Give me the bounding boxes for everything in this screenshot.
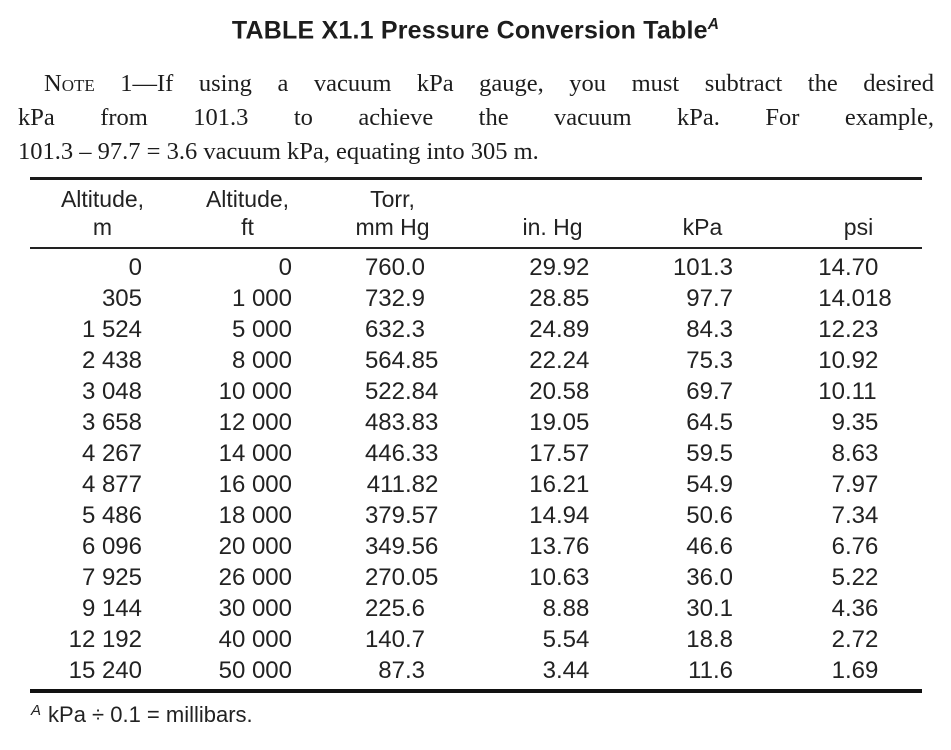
table-row (30, 314, 922, 345)
note-line-3: 101.3 – 97.7 = 3.6 vacuum kPa, equating into 305 m. (18, 138, 539, 166)
col-header-kpa: kPa (590, 179, 735, 249)
table-row (30, 248, 922, 283)
table-cell: 1.69 (831, 657, 879, 685)
table-cell: 97.7 (686, 285, 734, 313)
table-cell: 8 000 (231, 347, 292, 375)
table-cell: 3 048 (81, 378, 142, 406)
note-line-2: kPa from 101.3 to achieve the vacuum kPa. For example, (18, 104, 934, 132)
table-cell: 50 000 (218, 657, 292, 685)
table-cell: 225.6 (364, 595, 426, 623)
table-row (30, 593, 922, 624)
table-title (0, 16, 951, 45)
table-cell: 30 000 (218, 595, 292, 623)
table-row (30, 655, 922, 691)
table-cell: 12 192 (68, 626, 142, 654)
table-row (30, 624, 922, 655)
table-cell: 7.34 (831, 502, 879, 530)
table-cell: 16.21 (529, 471, 590, 499)
note-label: Note 1 (44, 70, 133, 98)
table-cell: 5 486 (81, 502, 142, 530)
table-cell: 5 000 (231, 316, 292, 344)
pressure-conversion-table (30, 177, 922, 693)
table-cell: 5.54 (542, 626, 590, 654)
table-cell: 18 000 (218, 502, 292, 530)
note-paragraph (18, 67, 934, 169)
table-cell: 446.33 (364, 440, 439, 468)
table-cell: 14.018 (818, 285, 892, 313)
table-cell: 6 096 (81, 533, 142, 561)
table-cell: 411.82 (366, 471, 439, 499)
table-cell: 46.6 (686, 533, 734, 561)
table-cell: 13.76 (529, 533, 590, 561)
table-cell: 732.9 (364, 285, 426, 313)
table-row (30, 469, 922, 500)
table-cell: 16 000 (218, 471, 292, 499)
table-row (30, 562, 922, 593)
table-cell: 26 000 (218, 564, 292, 592)
table-body (30, 248, 922, 691)
col-header-torr-mm-hg: Torr, mm Hg (295, 179, 445, 249)
table-row (30, 438, 922, 469)
table-cell: 3.44 (542, 657, 590, 685)
table-cell: 7 925 (81, 564, 142, 592)
table-cell: 29.92 (529, 254, 590, 282)
table-cell: 87.3 (378, 657, 426, 685)
table-cell: 0 (278, 254, 292, 282)
table-cell: 632.3 (364, 316, 426, 344)
col-header-psi: psi (735, 179, 922, 249)
table-cell: 18.8 (686, 626, 734, 654)
table-cell: 9 144 (81, 595, 142, 623)
table-cell: 14 000 (218, 440, 292, 468)
table-cell: 349.56 (364, 533, 439, 561)
table-cell: 6.76 (831, 533, 879, 561)
table-header (30, 179, 922, 249)
table-cell: 522.84 (364, 378, 439, 406)
table-title-footnote-ref: A (707, 16, 720, 33)
table-cell: 10.92 (818, 347, 879, 375)
table-cell: 22.24 (529, 347, 590, 375)
note-line-1-text: —If using a vacuum kPa gauge, you must subtract the desired (132, 70, 934, 98)
table-cell: 483.83 (364, 409, 439, 437)
table-cell: 69.7 (686, 378, 734, 406)
table-cell: 14.70 (818, 254, 879, 282)
table-cell: 12 000 (218, 409, 292, 437)
table-cell: 28.85 (529, 285, 590, 313)
table-cell: 8.88 (542, 595, 590, 623)
col-header-altitude-ft: Altitude, ft (145, 179, 295, 249)
table-cell: 9.35 (831, 409, 879, 437)
table-cell: 10.63 (529, 564, 590, 592)
table-cell: 14.94 (529, 502, 590, 530)
table-row (30, 407, 922, 438)
table-cell: 24.89 (529, 316, 590, 344)
table-cell: 30.1 (686, 595, 734, 623)
table-cell: 564.85 (364, 347, 439, 375)
table-cell: 40 000 (218, 626, 292, 654)
table-cell: 12.23 (818, 316, 879, 344)
table-row (30, 345, 922, 376)
table-cell: 84.3 (686, 316, 734, 344)
table-cell: 4.36 (831, 595, 879, 623)
table-cell: 1 524 (81, 316, 142, 344)
col-header-altitude-m: Altitude, m (30, 179, 145, 249)
col-header-in-hg: in. Hg (445, 179, 590, 249)
table-cell: 4 877 (81, 471, 142, 499)
table-cell: 20 000 (218, 533, 292, 561)
table-cell: 11.6 (688, 657, 734, 685)
table-cell: 59.5 (686, 440, 734, 468)
table-cell: 760.0 (364, 254, 426, 282)
footnote-text: kPa ÷ 0.1 = millibars. (48, 702, 253, 728)
table-title-text: TABLE X1.1 Pressure Conversion Table (231, 16, 708, 45)
table-cell: 0 (128, 254, 142, 282)
table-cell: 54.9 (686, 471, 734, 499)
table-cell: 2 438 (81, 347, 142, 375)
table-cell: 1 000 (231, 285, 292, 313)
table-cell: 17.57 (529, 440, 590, 468)
table-row (30, 500, 922, 531)
table-cell: 379.57 (364, 502, 439, 530)
table-cell: 3 658 (81, 409, 142, 437)
table-footnote (31, 702, 951, 728)
table-cell: 20.58 (529, 378, 590, 406)
table-row (30, 283, 922, 314)
table-row (30, 531, 922, 562)
table-cell: 10 000 (218, 378, 292, 406)
table-cell: 8.63 (831, 440, 879, 468)
table-cell: 10.11 (818, 378, 877, 406)
table-cell: 4 267 (81, 440, 142, 468)
table-cell: 75.3 (686, 347, 734, 375)
table-cell: 36.0 (686, 564, 734, 592)
table-cell: 270.05 (364, 564, 439, 592)
table-row (30, 376, 922, 407)
table-cell: 101.3 (672, 254, 734, 282)
table-cell: 64.5 (686, 409, 734, 437)
table-cell: 140.7 (364, 626, 426, 654)
table-cell: 7.97 (831, 471, 879, 499)
table-cell: 305 (101, 285, 142, 313)
table-cell: 2.72 (831, 626, 879, 654)
table-cell: 15 240 (68, 657, 142, 685)
table-cell: 5.22 (831, 564, 879, 592)
note-line-1 (18, 67, 934, 101)
footnote-ref: A (31, 702, 42, 720)
table-cell: 50.6 (686, 502, 734, 530)
table-cell: 19.05 (529, 409, 590, 437)
